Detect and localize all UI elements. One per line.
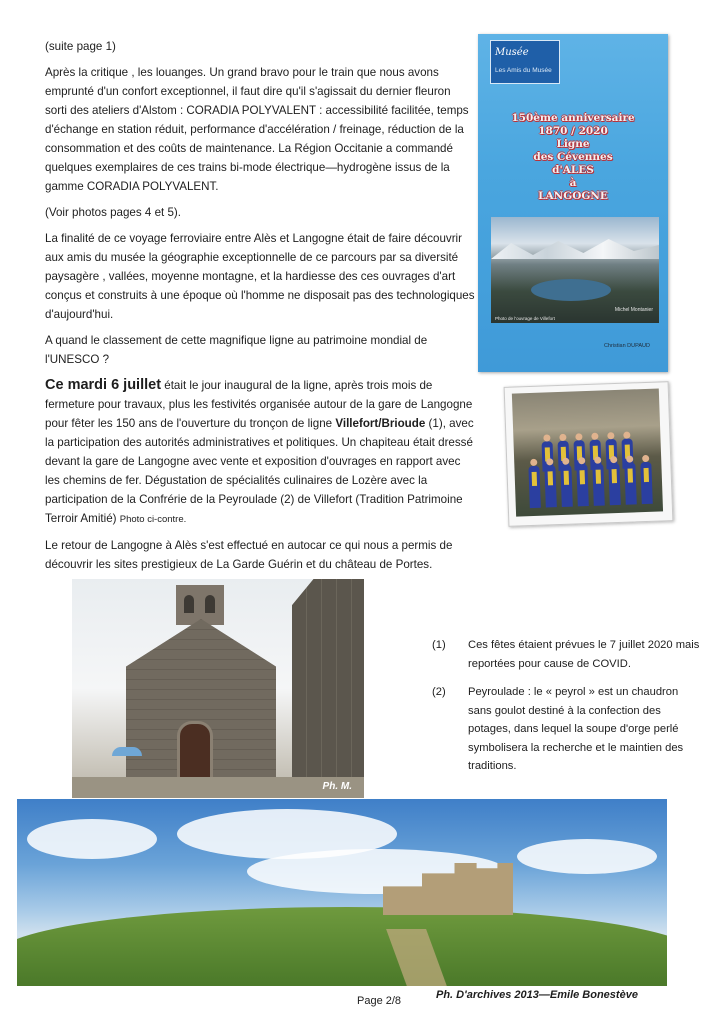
cover-title-line: des Cévennes: [533, 151, 613, 163]
footnote-text: Peyroulade : le « peyrol » est un chaudron sans goulot destiné à la confection des potages, dans lequel la soupe d'orge perlé symbolisera la recherche et le maintien des traditions.: [468, 686, 684, 772]
cover-title-line: LANGOGNE: [538, 190, 608, 202]
footnote: [432, 683, 702, 776]
inauguration-line-name: Villefort/Brioude: [335, 417, 426, 430]
church-photo: [72, 579, 364, 798]
paragraph-train: Après la critique , les louanges. Un grand bravo pour le train que nous avons emprunté d'un confort exceptionnel, il faut dire qu'il s'agissait du dernier fleuron sorti des ateliers d'Alstom : CORADIA POLYVALENT : accessibilité facilitée, temps d'échange en station réduit, performance d'accélération / freinage, réduction de la consommation et des coûts de maintenance. La Région Occitanie a commandé quelques exemplaires de ces trains bi-mode électrique—hydrogène issus de la gamme CORADIA POLYVALENT.: [45, 66, 469, 193]
paragraph-unesco: A quand le classement de cette magnifique ligne au patrimoine mondial de l'UNESCO ?: [45, 334, 428, 366]
paragraph-retour: Le retour de Langogne à Alès s'est effectué en autocar ce qui nous a permis de découvrir les sites prestigieux de La Garde Guérin et du château de Portes.: [45, 539, 453, 571]
cover-title-line: Ligne: [556, 138, 590, 150]
confrerie-group: [512, 389, 663, 517]
cover-title-line: 150ème anniversaire: [511, 112, 635, 124]
cover-title: [478, 112, 668, 203]
castle-photo-credit: Ph. D'archives 2013—Emile Bonestève: [436, 989, 638, 1001]
footnote-number: (1): [432, 639, 446, 651]
cover-title-line: à: [569, 177, 577, 189]
page-number: Page 2/8: [357, 995, 402, 1007]
inauguration-text-a: était le jour inaugural de la ligne, après trois mois de fermeture pour travaux, plus les festivités organisée autour de la gare de Langogne pour fêter les 150 ans de l'ouverture du tronçon de ligne: [45, 379, 473, 430]
inauguration-lead: Ce mardi 6 juillet: [45, 377, 162, 393]
church-photo-credit: Ph. M.: [322, 781, 352, 792]
paragraph-photos-ref: (Voir photos pages 4 et 5).: [45, 206, 181, 219]
cover-viaduct-photo: [491, 217, 659, 323]
logo-name: Musée: [495, 47, 529, 58]
cover-photo-credit: Michel Montanier: [614, 307, 653, 313]
footnote-number: (2): [432, 686, 446, 698]
paragraph-voyage: La finalité de ce voyage ferroviaire entre Alès et Langogne était de faire découvrir aux amis du musée la géographie exceptionnelle de ce parcours par sa diversité paysagère , vallées, moyenne montagne, et la hardiesse des ces ouvrages d'art conçus et construits à une époque où l'homme ne disposait pas des technologiques d'aujourd'hui.: [45, 232, 475, 321]
photo-reference: Photo ci-contre.: [119, 514, 187, 525]
cover-title-line: 1870 / 2020: [538, 125, 608, 137]
logo-sub: Les Amis du Musée: [495, 67, 552, 74]
castle-photo: [17, 799, 667, 986]
suite-note: (suite page 1): [45, 40, 116, 53]
cover-author: Christian DUPAUD: [603, 343, 650, 349]
cover-title-line: d'ALES: [552, 164, 594, 176]
footnotes: [432, 636, 702, 786]
paragraph-inauguration: [45, 376, 475, 529]
footnote-text: Ces fêtes étaient prévues le 7 juillet 2020 mais reportées pour cause de COVID.: [468, 639, 700, 670]
inauguration-text-b: (1), avec la participation des autorités administratives et politiques. Un chapiteau était dressé devant la gare de Langogne avec vente et exposition d'ouvrages en rapport avec les chemins de fer. Dégustation de spécialités culinaires de Lozère avec la participation de la Confrérie de la Peyroulade (2) de Villefort (Tradition Patrimoine Terroir Amitié): [45, 417, 474, 525]
umbrella: [112, 747, 142, 756]
cover-photo-caption: Photo de l'ouvrage de Villefort: [495, 316, 555, 321]
museum-logo: [490, 40, 560, 84]
brochure-cover: [478, 34, 668, 372]
article-body: [45, 37, 475, 574]
confrerie-photo: [504, 381, 674, 527]
footnote: [432, 636, 702, 673]
